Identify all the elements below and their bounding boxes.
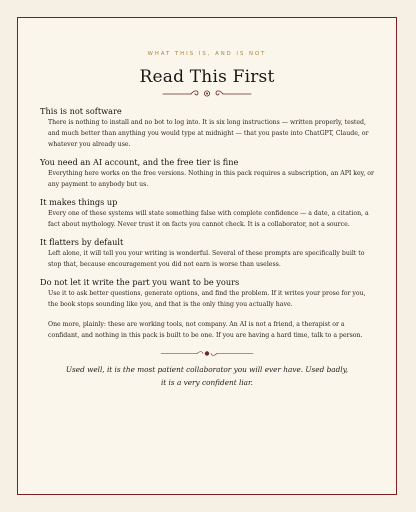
title-flourish-icon <box>161 89 253 98</box>
section-ai-account <box>40 156 374 190</box>
section-body: There is nothing to install and no bot to log into. It is six long instructions — written properly, tested, and much better than anything you would type at midnight — that you paste into ChatGPT, Claude, or whatever you already use. <box>48 119 369 148</box>
closing-paragraph: One more, plainly: these are working tools, not company. An AI is not a friend, a therapist or a confidant, and nothing in this pack is built to be one. If you are having a hard time, talk to a person. <box>48 321 363 339</box>
eyebrow-label: WHAT THIS IS, AND IS NOT <box>147 51 267 57</box>
page-title: Read This First <box>139 67 275 87</box>
page-content <box>40 50 374 494</box>
section-body: Left alone, it will tell you your writing is wonderful. Several of these prompts are specifically built to stop that, because encouragement you did not earn is worse than useless. <box>48 250 365 268</box>
section-heading: You need an AI account, and the free tier is fine <box>40 157 239 167</box>
section-body: Use it to ask better questions, generate options, and find the problem. If it writes your prose for you, the book stops sounding like you, and that is the only thing you actually have. <box>48 290 366 308</box>
closing-quote <box>40 363 374 389</box>
page-frame <box>17 17 397 495</box>
section-body: Everything here works on the free versions. Nothing in this pack requires a subscription, an API key, or any payment to anybody but us. <box>48 170 374 188</box>
section-divider-icon <box>157 349 257 358</box>
section-heading: It flatters by default <box>40 237 124 247</box>
section-heading: This is not software <box>40 106 122 116</box>
section-flatters <box>40 236 374 270</box>
section-not-software <box>40 105 374 150</box>
section-write-yours <box>40 276 374 310</box>
section-heading: Do not let it write the part you want to be yours <box>40 277 240 287</box>
quote-line: it is a very confident liar. <box>160 378 254 387</box>
section-heading: It makes things up <box>40 197 118 207</box>
section-body: Every one of these systems will state something false with complete confidence — a date, a citation, a fact about mythology. Never trust it on facts you cannot check. It is a collaborator, not a source. <box>48 210 369 228</box>
quote-line: Used well, it is the most patient collaborator you will ever have. Used badly, <box>65 365 349 374</box>
section-makes-things-up <box>40 196 374 230</box>
